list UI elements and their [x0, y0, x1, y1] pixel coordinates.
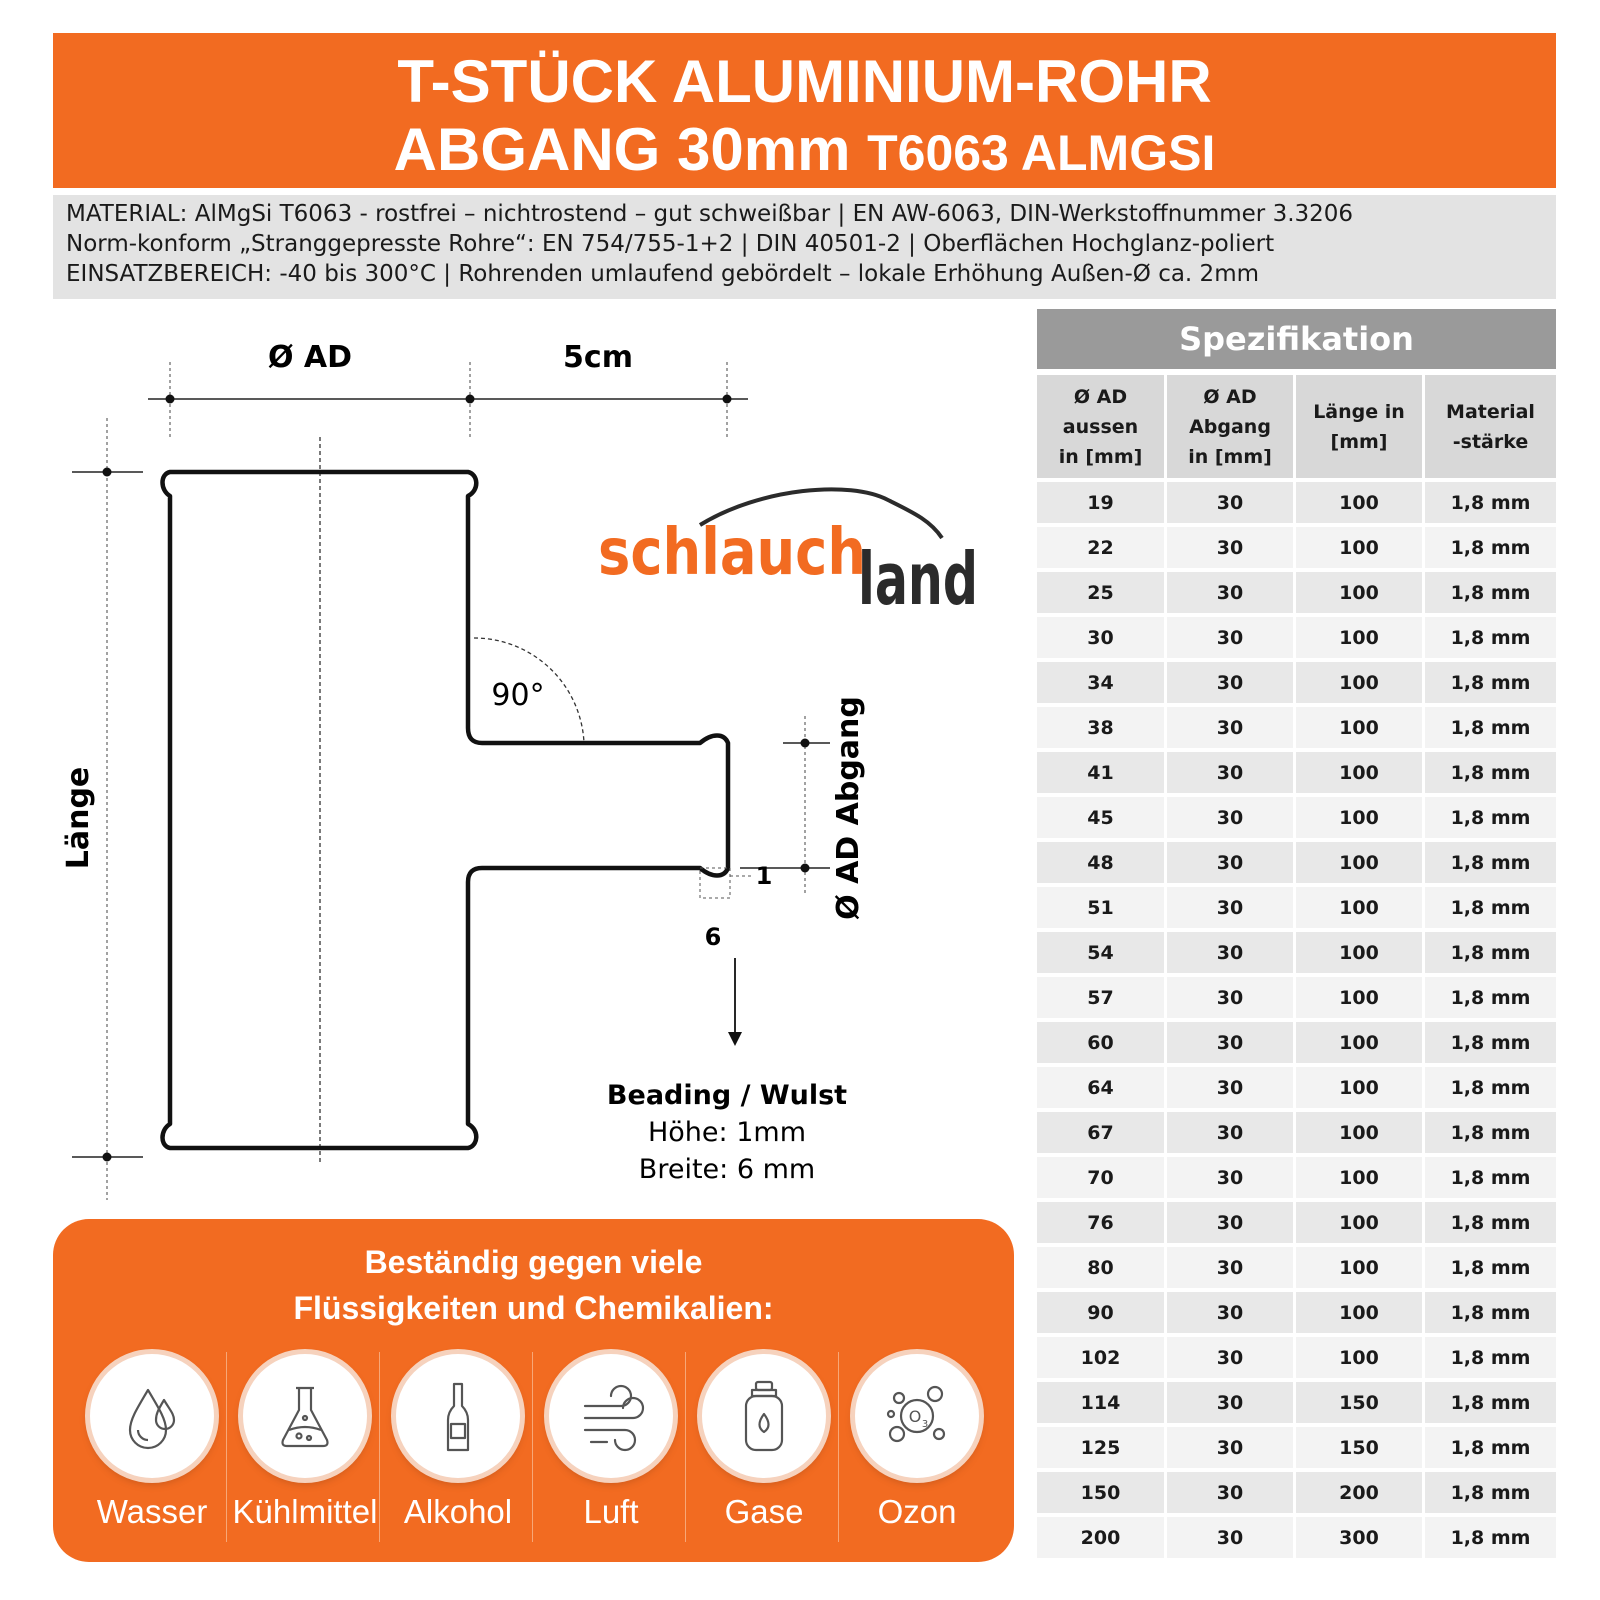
logo-part-1: schlauch	[598, 516, 866, 590]
cell-ad: 57	[1037, 977, 1167, 1022]
table-row	[1037, 932, 1556, 977]
cell-branch-ad: 30	[1167, 1202, 1296, 1247]
cell-wall: 1,8 mm	[1425, 1157, 1556, 1202]
cell-wall: 1,8 mm	[1425, 1292, 1556, 1337]
table-row	[1037, 1112, 1556, 1157]
wind-icon	[549, 1354, 673, 1478]
cell-ad: 90	[1037, 1292, 1167, 1337]
title-line-2-main: ABGANG 30mm	[393, 116, 868, 183]
cell-branch-ad: 30	[1167, 752, 1296, 797]
cell-wall: 1,8 mm	[1425, 1112, 1556, 1157]
cell-ad: 70	[1037, 1157, 1167, 1202]
angle-label: 90°	[491, 678, 545, 713]
cell-branch-ad: 30	[1167, 527, 1296, 572]
cell-length: 100	[1296, 752, 1425, 797]
cell-wall: 1,8 mm	[1425, 887, 1556, 932]
cell-ad: 38	[1037, 707, 1167, 752]
cell-wall: 1,8 mm	[1425, 1517, 1556, 1562]
cell-wall: 1,8 mm	[1425, 1382, 1556, 1427]
cell-length: 100	[1296, 887, 1425, 932]
cell-wall: 1,8 mm	[1425, 482, 1556, 527]
cell-length: 100	[1296, 707, 1425, 752]
cell-length: 100	[1296, 1157, 1425, 1202]
col-header-branch-ad: Ø AD Abgang in [mm]	[1167, 375, 1296, 482]
cell-length: 150	[1296, 1427, 1425, 1472]
material-line: MATERIAL: AlMgSi T6063 - rostfrei – nichtrostend – gut schweißbar | EN AW-6063, DIN-Werkstoffnummer 3.3206	[66, 201, 1354, 227]
resistance-title-line-1: Beständig gegen viele	[364, 1244, 703, 1280]
cell-wall: 1,8 mm	[1425, 842, 1556, 887]
svg-text:O: O	[908, 1407, 922, 1426]
cell-length: 100	[1296, 842, 1425, 887]
cell-length: 150	[1296, 1382, 1425, 1427]
cell-branch-ad: 30	[1167, 932, 1296, 977]
cell-branch-ad: 30	[1167, 617, 1296, 662]
cell-length: 100	[1296, 482, 1425, 527]
cell-branch-ad: 30	[1167, 1112, 1296, 1157]
chem-label-ozon: Ozon	[877, 1493, 957, 1530]
table-row	[1037, 1157, 1556, 1202]
table-row	[1037, 1382, 1556, 1427]
col-header-wall: Material -stärke	[1425, 375, 1556, 482]
chem-item-alkohol	[383, 1354, 533, 1554]
cell-branch-ad: 30	[1167, 572, 1296, 617]
cell-branch-ad: 30	[1167, 1337, 1296, 1382]
cell-branch-ad: 30	[1167, 1067, 1296, 1112]
cell-length: 100	[1296, 1337, 1425, 1382]
cell-length: 100	[1296, 1247, 1425, 1292]
table-row	[1037, 707, 1556, 752]
chem-item-kuehlmittel	[230, 1354, 380, 1554]
spec-header-row	[1037, 375, 1556, 482]
water-drops-icon	[90, 1354, 214, 1478]
cell-branch-ad: 30	[1167, 977, 1296, 1022]
chem-label-luft: Luft	[583, 1493, 639, 1530]
divider	[379, 1352, 380, 1542]
tee-pipe-drawing	[0, 300, 1020, 1200]
resistance-title	[53, 1239, 1014, 1331]
cell-length: 100	[1296, 977, 1425, 1022]
divider	[532, 1352, 533, 1542]
table-row	[1037, 752, 1556, 797]
table-row	[1037, 887, 1556, 932]
cell-wall: 1,8 mm	[1425, 797, 1556, 842]
spec-title: Spezifikation	[1037, 309, 1556, 369]
bead-height-mark: 1	[755, 862, 773, 890]
bead-width: Breite: 6 mm	[638, 1154, 816, 1185]
table-row	[1037, 1202, 1556, 1247]
table-row	[1037, 572, 1556, 617]
cell-wall: 1,8 mm	[1425, 1472, 1556, 1517]
cell-length: 100	[1296, 1022, 1425, 1067]
cell-ad: 67	[1037, 1112, 1167, 1157]
cell-wall: 1,8 mm	[1425, 1427, 1556, 1472]
cell-wall: 1,8 mm	[1425, 977, 1556, 1022]
cell-branch-ad: 30	[1167, 662, 1296, 707]
cell-ad: 30	[1037, 617, 1167, 662]
material-info-box	[53, 195, 1556, 299]
cell-length: 100	[1296, 1067, 1425, 1112]
cell-wall: 1,8 mm	[1425, 1247, 1556, 1292]
table-row	[1037, 797, 1556, 842]
length-label: Länge	[61, 766, 96, 870]
cell-ad: 114	[1037, 1382, 1167, 1427]
brand-logo	[598, 489, 978, 621]
chem-item-luft	[536, 1354, 686, 1554]
cell-length: 100	[1296, 797, 1425, 842]
flask-icon	[243, 1354, 367, 1478]
bead-width-mark: 6	[704, 923, 722, 951]
resistance-panel	[53, 1219, 1014, 1562]
chem-item-ozon	[842, 1354, 992, 1554]
table-row	[1037, 1517, 1556, 1562]
cell-branch-ad: 30	[1167, 797, 1296, 842]
cell-wall: 1,8 mm	[1425, 707, 1556, 752]
cell-ad: 34	[1037, 662, 1167, 707]
table-row	[1037, 842, 1556, 887]
cell-wall: 1,8 mm	[1425, 752, 1556, 797]
divider	[226, 1352, 227, 1542]
cell-branch-ad: 30	[1167, 1247, 1296, 1292]
bottle-icon	[396, 1354, 520, 1478]
cell-ad: 150	[1037, 1472, 1167, 1517]
table-row	[1037, 1247, 1556, 1292]
cell-wall: 1,8 mm	[1425, 662, 1556, 707]
col-header-length: Länge in [mm]	[1296, 375, 1425, 482]
cell-wall: 1,8 mm	[1425, 527, 1556, 572]
cell-ad: 45	[1037, 797, 1167, 842]
cell-branch-ad: 30	[1167, 1427, 1296, 1472]
bead-title: Beading / Wulst	[606, 1080, 848, 1111]
cell-length: 300	[1296, 1517, 1425, 1562]
table-row	[1037, 527, 1556, 572]
table-row	[1037, 662, 1556, 707]
cell-ad: 48	[1037, 842, 1167, 887]
cell-branch-ad: 30	[1167, 1157, 1296, 1202]
table-row	[1037, 617, 1556, 662]
cell-wall: 1,8 mm	[1425, 617, 1556, 662]
cell-ad: 102	[1037, 1337, 1167, 1382]
col-header-ad: Ø AD aussen in [mm]	[1037, 375, 1167, 482]
chem-label-kuehlmittel: Kühlmittel	[232, 1493, 378, 1530]
spec-body	[1037, 482, 1556, 1562]
table-row	[1037, 977, 1556, 1022]
table-row	[1037, 482, 1556, 527]
spec-table	[1037, 375, 1556, 1562]
chem-item-wasser	[77, 1354, 227, 1554]
cell-ad: 80	[1037, 1247, 1167, 1292]
cell-wall: 1,8 mm	[1425, 1067, 1556, 1112]
cell-ad: 125	[1037, 1427, 1167, 1472]
table-row	[1037, 1022, 1556, 1067]
cell-ad: 200	[1037, 1517, 1167, 1562]
table-row	[1037, 1427, 1556, 1472]
cell-wall: 1,8 mm	[1425, 1202, 1556, 1247]
table-row	[1037, 1292, 1556, 1337]
svg-text:3: 3	[921, 1419, 929, 1430]
logo-part-2: land	[858, 537, 978, 621]
gas-cylinder-icon	[702, 1354, 826, 1478]
cell-length: 100	[1296, 617, 1425, 662]
title-banner	[53, 33, 1556, 188]
table-row	[1037, 1337, 1556, 1382]
cell-ad: 19	[1037, 482, 1167, 527]
cell-ad: 54	[1037, 932, 1167, 977]
cell-ad: 51	[1037, 887, 1167, 932]
branch-length-label: 5cm	[563, 340, 633, 375]
cell-ad: 60	[1037, 1022, 1167, 1067]
cell-ad: 22	[1037, 527, 1167, 572]
cell-wall: 1,8 mm	[1425, 1022, 1556, 1067]
table-row	[1037, 1067, 1556, 1112]
cell-length: 100	[1296, 932, 1425, 977]
chem-label-gase: Gase	[724, 1493, 804, 1530]
chem-label-alkohol: Alkohol	[403, 1493, 513, 1530]
divider	[685, 1352, 686, 1542]
cell-branch-ad: 30	[1167, 1022, 1296, 1067]
cell-wall: 1,8 mm	[1425, 1337, 1556, 1382]
bead-height: Höhe: 1mm	[647, 1117, 807, 1148]
cell-branch-ad: 30	[1167, 707, 1296, 752]
cell-length: 200	[1296, 1472, 1425, 1517]
cell-branch-ad: 30	[1167, 1517, 1296, 1562]
chem-label-wasser: Wasser	[96, 1493, 208, 1530]
cell-length: 100	[1296, 572, 1425, 617]
resistance-title-line-2: Flüssigkeiten und Chemikalien:	[293, 1290, 774, 1326]
cell-wall: 1,8 mm	[1425, 932, 1556, 977]
title-line-2	[53, 116, 1556, 187]
cell-branch-ad: 30	[1167, 1292, 1296, 1337]
cell-length: 100	[1296, 527, 1425, 572]
title-line-1: T-STÜCK ALUMINIUM-ROHR	[397, 48, 1212, 115]
cell-branch-ad: 30	[1167, 1472, 1296, 1517]
chem-item-gase	[689, 1354, 839, 1554]
cell-branch-ad: 30	[1167, 842, 1296, 887]
norm-line: Norm-konform „Stranggepresste Rohre“: EN 754/755-1+2 | DIN 40501-2 | Oberflächen Hochglanz-poliert	[66, 231, 1275, 257]
cell-wall: 1,8 mm	[1425, 572, 1556, 617]
cell-branch-ad: 30	[1167, 482, 1296, 527]
usage-line: EINSATZBEREICH: -40 bis 300°C | Rohrenden umlaufend gebördelt – lokale Erhöhung Außen-Ø ca. 2mm	[66, 261, 1260, 287]
ad-dimension-label: Ø AD	[267, 340, 353, 375]
ozone-icon	[855, 1354, 979, 1478]
divider	[838, 1352, 839, 1542]
cell-branch-ad: 30	[1167, 1382, 1296, 1427]
branch-diameter-label: Ø AD Abgang	[831, 696, 866, 920]
cell-ad: 76	[1037, 1202, 1167, 1247]
cell-ad: 41	[1037, 752, 1167, 797]
cell-branch-ad: 30	[1167, 887, 1296, 932]
cell-ad: 25	[1037, 572, 1167, 617]
cell-length: 100	[1296, 662, 1425, 707]
cell-length: 100	[1296, 1112, 1425, 1157]
title-line-2-alloy: T6063 ALMGSI	[867, 125, 1216, 181]
cell-length: 100	[1296, 1292, 1425, 1337]
table-row	[1037, 1472, 1556, 1517]
cell-ad: 64	[1037, 1067, 1167, 1112]
cell-length: 100	[1296, 1202, 1425, 1247]
